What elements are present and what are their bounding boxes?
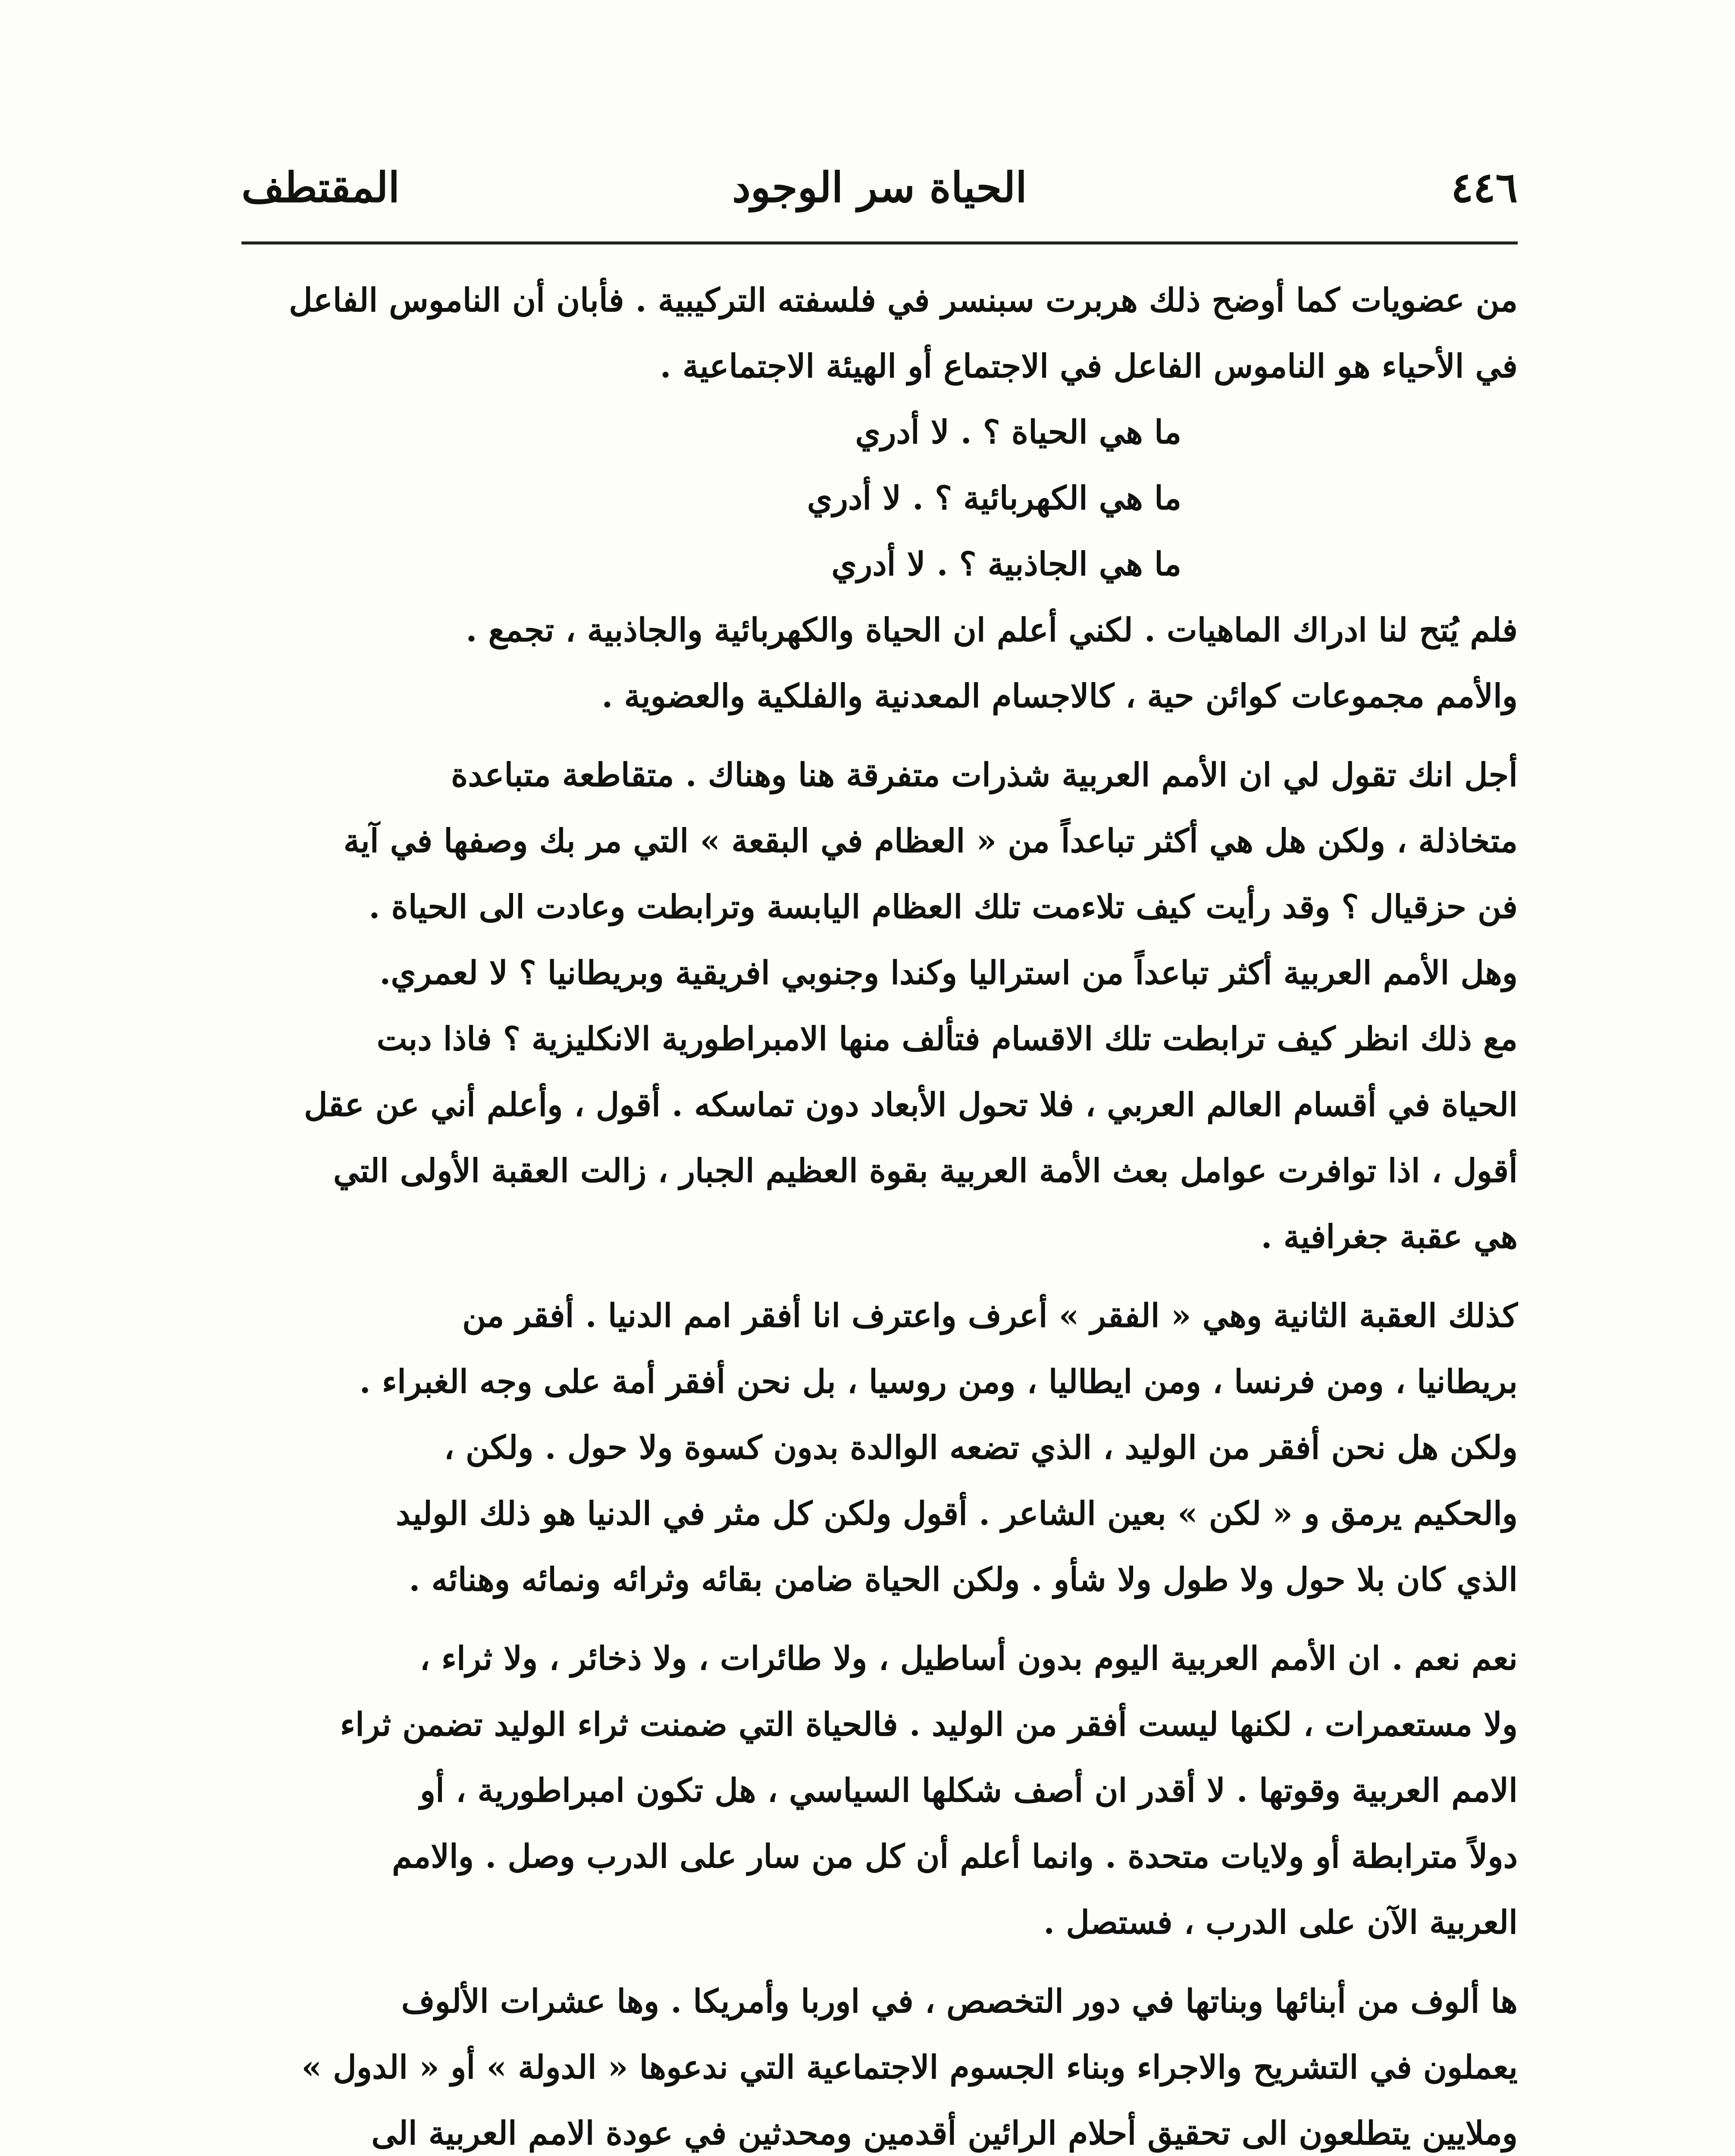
text-line: الامم العربية وقوتها . لا أقدر ان أصف شكلها السياسي ، هل تكون امبراطورية ، أو — [420, 1771, 1518, 1809]
text-line: وملايين يتطلعون الى تحقيق أحلام الرائين أقدمين ومحدثين في عودة الامم العربية الى — [371, 2114, 1518, 2152]
text-line: ولكن هل نحن أفقر من الوليد ، الذي تضعه الوالدة بدون كسوة ولا حول . ولكن ، — [444, 1429, 1518, 1467]
text-line: كذلك العقبة الثانية وهي « الفقر » أعرف واعترف انا أفقر امم الدنيا . أفقر من — [462, 1297, 1518, 1335]
text-line: فن حزقيال ؟ وقد رأيت كيف تلاءمت تلك العظام اليابسة وترابطت وعادت الى الحياة . — [369, 888, 1518, 926]
text-line: العربية الآن على الدرب ، فستصل . — [1043, 1903, 1518, 1941]
text-line: متخاذلة ، ولكن هل هي أكثر تباعداً من « العظام في البقعة » التي مر بك وصفها في آية — [343, 822, 1518, 860]
text-line: الحياة في أقسام العالم العربي ، فلا تحول الأبعاد دون تماسكه . أقول ، وأعلم أني عن عقل — [304, 1086, 1518, 1124]
text-line: ولا مستعمرات ، لكنها ليست أفقر من الوليد . فالحياة التي ضمنت ثراء الوليد تضمن ثراء — [340, 1705, 1518, 1743]
journal-name: المقتطف — [241, 163, 400, 212]
text-line: وهل الأمم العربية أكثر تباعداً من استراليا وكندا وجنوبي افريقية وبريطانيا ؟ لا لعمري. — [379, 954, 1518, 992]
text-line: ما هي الحياة ؟ . لا أدري — [855, 413, 1181, 451]
running-header — [241, 155, 1518, 220]
article-body — [190, 267, 1518, 2156]
text-line: نعم نعم . ان الأمم العربية اليوم بدون أساطيل ، ولا طائرات ، ولا ذخائر ، ولا ثراء ، — [420, 1639, 1518, 1677]
text-line: يعملون في التشريح والاجراء وبناء الجسوم الاجتماعية التي ندعوها « الدولة » أو « الدول » — [301, 2048, 1518, 2086]
text-line: والأمم مجموعات كوائن حية ، كالاجسام المعدنية والفلكية والعضوية . — [601, 677, 1518, 715]
text-line: ما هي الجاذبية ؟ . لا أدري — [831, 545, 1181, 583]
running-title: الحياة سر الوجود — [732, 163, 1027, 212]
text-line: في الأحياء هو الناموس الفاعل في الاجتماع أو الهيئة الاجتماعية . — [660, 347, 1518, 385]
text-line: مع ذلك انظر كيف ترابطت تلك الاقسام فتألف منها الامبراطورية الانكليزية ؟ فاذا دبت — [376, 1020, 1518, 1058]
text-line: أجل انك تقول لي ان الأمم العربية شذرات متفرقة هنا وهناك . متقاطعة متباعدة — [451, 756, 1518, 794]
text-line: ها ألوف من أبنائها وبناتها في دور التخصص ، في اوربا وأمريكا . وها عشرات الألوف — [401, 1982, 1518, 2020]
text-line: من عضويات كما أوضح ذلك هربرت سبنسر في فلسفته التركيبية . فأبان أن الناموس الفاعل — [289, 281, 1518, 319]
text-line: بريطانيا ، ومن فرنسا ، ومن ايطاليا ، ومن روسيا ، بل نحن أفقر أمة على وجه الغبراء . — [359, 1363, 1518, 1401]
text-line: أقول ، اذا توافرت عوامل بعث الأمة العربية بقوة العظيم الجبار ، زالت العقبة الأولى التي — [333, 1152, 1518, 1190]
text-line: هي عقبة جغرافية . — [1261, 1218, 1518, 1256]
text-line: والحكيم يرمق و « لكن » بعين الشاعر . أقول ولكن كل مثر في الدنيا هو ذلك الوليد — [396, 1495, 1518, 1532]
header-rule — [241, 241, 1518, 244]
text-line: ما هي الكهربائية ؟ . لا أدري — [807, 479, 1181, 517]
page-number: ٤٤٦ — [1451, 163, 1518, 212]
text-line: دولاً مترابطة أو ولايات متحدة . وانما أعلم أن كل من سار على الدرب وصل . والامم — [392, 1837, 1518, 1875]
text-line: الذي كان بلا حول ولا طول ولا شأو . ولكن الحياة ضامن بقائه وثرائه ونمائه وهنائه . — [409, 1561, 1518, 1598]
text-line: فلم يُتح لنا ادراك الماهيات . لكني أعلم ان الحياة والكهربائية والجاذبية ، تجمع . — [466, 611, 1518, 649]
